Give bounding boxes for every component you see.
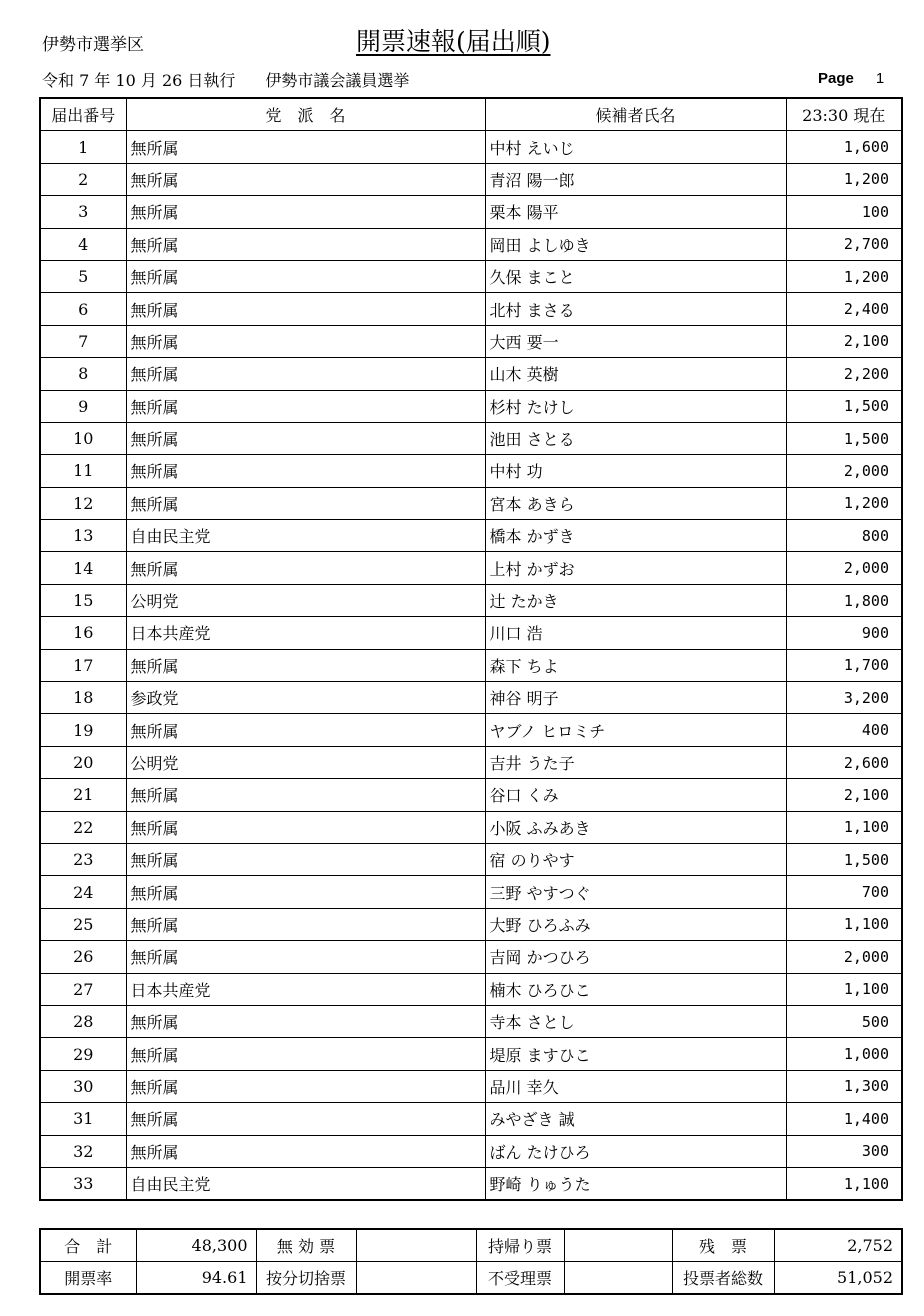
row-candidate: 橋本 かずき: [485, 520, 786, 552]
row-party: 無所属: [126, 941, 485, 973]
row-candidate: 大野 ひろふみ: [485, 908, 786, 940]
table-row: [40, 520, 902, 552]
row-candidate: みやざき 誠: [485, 1103, 786, 1135]
row-votes: 1,200: [786, 487, 902, 519]
table-row: [40, 746, 902, 778]
row-party: 無所属: [126, 422, 485, 454]
row-candidate: 宮本 あきら: [485, 487, 786, 519]
row-votes: 3,200: [786, 682, 902, 714]
row-party: 自由民主党: [126, 520, 485, 552]
total-label: 合 計: [40, 1229, 136, 1262]
row-party: 無所属: [126, 260, 485, 292]
page-label: Page: [818, 70, 854, 87]
election-name: 伊勢市議会議員選挙: [265, 71, 410, 90]
total-value: 48,300: [136, 1229, 256, 1262]
row-party: 無所属: [126, 487, 485, 519]
voters-label: 投票者総数: [672, 1262, 774, 1295]
row-number: 19: [40, 714, 126, 746]
row-number: 7: [40, 325, 126, 357]
row-number: 9: [40, 390, 126, 422]
row-candidate: 青沼 陽一郎: [485, 163, 786, 195]
table-row: [40, 325, 902, 357]
row-candidate: 上村 かずお: [485, 552, 786, 584]
row-party: 無所属: [126, 714, 485, 746]
row-number: 28: [40, 1005, 126, 1037]
row-candidate: 神谷 明子: [485, 682, 786, 714]
summary-row: [40, 1262, 902, 1295]
row-number: 15: [40, 584, 126, 616]
row-party: 公明党: [126, 584, 485, 616]
row-party: 無所属: [126, 843, 485, 875]
row-votes: 1,400: [786, 1103, 902, 1135]
row-candidate: 野崎 りゅうた: [485, 1167, 786, 1200]
row-votes: 1,700: [786, 649, 902, 681]
table-row: [40, 843, 902, 875]
row-party: 無所属: [126, 325, 485, 357]
row-votes: 2,100: [786, 779, 902, 811]
row-votes: 2,000: [786, 941, 902, 973]
table-row: [40, 552, 902, 584]
row-candidate: 森下 ちよ: [485, 649, 786, 681]
row-votes: 400: [786, 714, 902, 746]
row-party: 無所属: [126, 131, 485, 163]
table-row: [40, 1135, 902, 1167]
row-number: 8: [40, 358, 126, 390]
table-row: [40, 1038, 902, 1070]
row-candidate: 岡田 よしゆき: [485, 228, 786, 260]
row-number: 2: [40, 163, 126, 195]
table-row: [40, 811, 902, 843]
row-number: 33: [40, 1167, 126, 1200]
table-row: [40, 584, 902, 616]
row-candidate: 三野 やすつぐ: [485, 876, 786, 908]
table-row: [40, 682, 902, 714]
row-votes: 100: [786, 196, 902, 228]
row-votes: 900: [786, 617, 902, 649]
row-candidate: 辻 たかき: [485, 584, 786, 616]
row-candidate: 吉岡 かつひろ: [485, 941, 786, 973]
row-votes: 1,500: [786, 843, 902, 875]
table-row: [40, 131, 902, 163]
row-party: 無所属: [126, 1038, 485, 1070]
row-candidate: 谷口 くみ: [485, 779, 786, 811]
table-row: [40, 487, 902, 519]
row-party: 日本共産党: [126, 617, 485, 649]
row-number: 14: [40, 552, 126, 584]
row-candidate: 川口 浩: [485, 617, 786, 649]
row-number: 23: [40, 843, 126, 875]
table-row: [40, 228, 902, 260]
row-candidate: ばん たけひろ: [485, 1135, 786, 1167]
invalid-label: 無 効 票: [256, 1229, 356, 1262]
table-row: [40, 358, 902, 390]
row-party: 無所属: [126, 876, 485, 908]
row-candidate: 栗本 陽平: [485, 196, 786, 228]
table-row: [40, 455, 902, 487]
row-candidate: 中村 えいじ: [485, 131, 786, 163]
row-votes: 700: [786, 876, 902, 908]
row-party: 無所属: [126, 358, 485, 390]
column-header-candidate: 候補者氏名: [485, 98, 786, 131]
row-party: 公明党: [126, 746, 485, 778]
row-party: 無所属: [126, 228, 485, 260]
page-title: 開票速報(届出順): [356, 27, 551, 56]
row-votes: 1,600: [786, 131, 902, 163]
row-party: 無所属: [126, 1070, 485, 1102]
column-header-votes: 23:30 現在: [786, 98, 902, 131]
results-table: [39, 97, 903, 1201]
table-header-row: [40, 98, 902, 131]
row-party: 無所属: [126, 455, 485, 487]
row-number: 1: [40, 131, 126, 163]
row-party: 日本共産党: [126, 973, 485, 1005]
row-number: 5: [40, 260, 126, 292]
rate-value: 94.61: [136, 1262, 256, 1295]
table-row: [40, 163, 902, 195]
rejected-value: [564, 1262, 672, 1295]
row-number: 13: [40, 520, 126, 552]
table-row: [40, 649, 902, 681]
row-number: 25: [40, 908, 126, 940]
row-candidate: 品川 幸久: [485, 1070, 786, 1102]
row-candidate: 池田 さとる: [485, 422, 786, 454]
table-row: [40, 1167, 902, 1200]
row-number: 17: [40, 649, 126, 681]
row-votes: 1,200: [786, 260, 902, 292]
row-votes: 1,500: [786, 390, 902, 422]
row-number: 18: [40, 682, 126, 714]
table-row: [40, 293, 902, 325]
table-row: [40, 1103, 902, 1135]
row-candidate: 山木 英樹: [485, 358, 786, 390]
row-votes: 2,100: [786, 325, 902, 357]
row-party: 無所属: [126, 779, 485, 811]
table-row: [40, 390, 902, 422]
row-votes: 1,100: [786, 811, 902, 843]
row-number: 10: [40, 422, 126, 454]
table-row: [40, 779, 902, 811]
row-number: 24: [40, 876, 126, 908]
table-row: [40, 876, 902, 908]
results-body: [40, 131, 902, 1200]
table-row: [40, 714, 902, 746]
page-number: 1: [875, 70, 885, 87]
taken-home-value: [564, 1229, 672, 1262]
row-number: 3: [40, 196, 126, 228]
row-party: 無所属: [126, 196, 485, 228]
row-number: 16: [40, 617, 126, 649]
row-votes: 2,000: [786, 552, 902, 584]
row-votes: 2,200: [786, 358, 902, 390]
row-number: 22: [40, 811, 126, 843]
table-row: [40, 422, 902, 454]
column-header-party: 党 派 名: [126, 98, 485, 131]
row-votes: 300: [786, 1135, 902, 1167]
table-row: [40, 908, 902, 940]
row-votes: 800: [786, 520, 902, 552]
row-candidate: 寺本 さとし: [485, 1005, 786, 1037]
row-party: 無所属: [126, 552, 485, 584]
row-candidate: 吉井 うた子: [485, 746, 786, 778]
table-row: [40, 617, 902, 649]
row-number: 4: [40, 228, 126, 260]
row-party: 無所属: [126, 293, 485, 325]
row-party: 無所属: [126, 908, 485, 940]
row-number: 20: [40, 746, 126, 778]
row-number: 12: [40, 487, 126, 519]
row-number: 6: [40, 293, 126, 325]
invalid-value: [356, 1229, 476, 1262]
row-votes: 500: [786, 1005, 902, 1037]
row-candidate: 北村 まさる: [485, 293, 786, 325]
row-party: 無所属: [126, 649, 485, 681]
row-party: 無所属: [126, 1135, 485, 1167]
row-votes: 1,100: [786, 973, 902, 1005]
table-row: [40, 196, 902, 228]
row-votes: 2,600: [786, 746, 902, 778]
row-party: 無所属: [126, 1005, 485, 1037]
table-row: [40, 1005, 902, 1037]
row-number: 26: [40, 941, 126, 973]
row-votes: 1,300: [786, 1070, 902, 1102]
row-party: 無所属: [126, 811, 485, 843]
remaining-value: 2,752: [774, 1229, 902, 1262]
row-candidate: 久保 まこと: [485, 260, 786, 292]
row-party: 無所属: [126, 390, 485, 422]
row-number: 21: [40, 779, 126, 811]
row-votes: 2,700: [786, 228, 902, 260]
fraction-value: [356, 1262, 476, 1295]
row-number: 30: [40, 1070, 126, 1102]
row-candidate: 堤原 ますひこ: [485, 1038, 786, 1070]
row-candidate: 杉村 たけし: [485, 390, 786, 422]
row-number: 31: [40, 1103, 126, 1135]
row-candidate: 宿 のりやす: [485, 843, 786, 875]
row-party: 参政党: [126, 682, 485, 714]
fraction-label: 按分切捨票: [256, 1262, 356, 1295]
row-candidate: 小阪 ふみあき: [485, 811, 786, 843]
row-votes: 1,000: [786, 1038, 902, 1070]
row-number: 32: [40, 1135, 126, 1167]
row-party: 無所属: [126, 163, 485, 195]
row-votes: 1,800: [786, 584, 902, 616]
rate-label: 開票率: [40, 1262, 136, 1295]
row-number: 11: [40, 455, 126, 487]
row-party: 自由民主党: [126, 1167, 485, 1200]
taken-home-label: 持帰り票: [476, 1229, 564, 1262]
table-row: [40, 1070, 902, 1102]
row-party: 無所属: [126, 1103, 485, 1135]
row-votes: 2,000: [786, 455, 902, 487]
row-votes: 1,100: [786, 1167, 902, 1200]
row-candidate: 楠木 ひろひこ: [485, 973, 786, 1005]
district-name: 伊勢市選挙区: [42, 35, 144, 55]
column-header-no: 届出番号: [40, 98, 126, 131]
summary-table: [39, 1228, 903, 1295]
summary-row: [40, 1229, 902, 1262]
voters-value: 51,052: [774, 1262, 902, 1295]
row-candidate: ヤブノ ヒロミチ: [485, 714, 786, 746]
page-indicator: [818, 70, 884, 87]
row-number: 29: [40, 1038, 126, 1070]
rejected-label: 不受理票: [476, 1262, 564, 1295]
row-votes: 1,200: [786, 163, 902, 195]
row-votes: 1,500: [786, 422, 902, 454]
table-row: [40, 941, 902, 973]
row-number: 27: [40, 973, 126, 1005]
row-candidate: 大西 要一: [485, 325, 786, 357]
table-row: [40, 973, 902, 1005]
row-votes: 1,100: [786, 908, 902, 940]
row-candidate: 中村 功: [485, 455, 786, 487]
remaining-label: 残 票: [672, 1229, 774, 1262]
row-votes: 2,400: [786, 293, 902, 325]
election-subtitle: [42, 68, 409, 91]
election-date: 令和 7 年 10 月 26 日執行: [42, 71, 236, 90]
table-row: [40, 260, 902, 292]
